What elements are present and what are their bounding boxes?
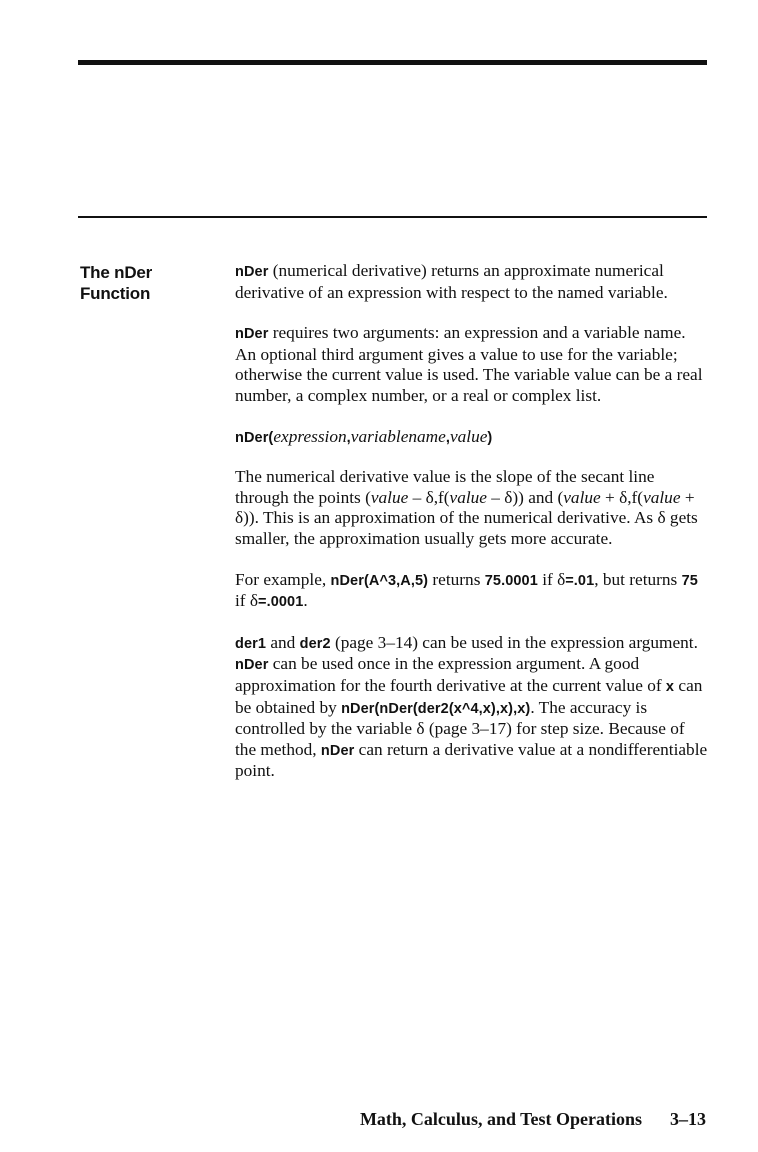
keyword: 75.0001 — [484, 572, 538, 589]
keyword: der1 — [235, 635, 267, 652]
footer-page-number: 3–13 — [670, 1109, 706, 1129]
keyword: nDer — [235, 264, 269, 280]
text: can be obtained by — [235, 675, 703, 717]
page-footer — [0, 1108, 706, 1130]
syntax-open: nDer( — [235, 429, 274, 446]
text: if δ — [235, 591, 259, 611]
syntax-close: ) — [487, 429, 493, 446]
keyword: nDer — [235, 657, 269, 674]
section-heading — [80, 262, 220, 304]
section-heading-line2: Function — [80, 284, 151, 303]
text: – δ,f( — [408, 487, 450, 507]
syntax-arg-variablename: variablename — [350, 426, 446, 446]
keyword: 75 — [681, 572, 698, 589]
text: The numerical derivative value is the slope of the secant line through the points ( — [235, 467, 655, 507]
paragraph-arguments — [235, 323, 710, 406]
var-value: value — [563, 487, 601, 507]
text: returns — [428, 569, 485, 589]
text: , but returns — [594, 569, 682, 589]
paragraph-example — [235, 570, 710, 613]
var-value: value — [449, 487, 487, 507]
text: if δ — [537, 569, 566, 589]
syntax-comma: , — [346, 429, 351, 446]
text: . — [303, 591, 308, 611]
paragraph-der1-der2 — [235, 633, 710, 782]
syntax-arg-value: value — [449, 426, 488, 446]
section-rule — [78, 216, 707, 218]
text: requires two arguments: an expression and a variable name. An optional third argument gives a value to use for the variable; otherwise the current value is used. The variable value can be a real number, a complex number, or a real or complex list. — [235, 323, 703, 405]
text: (page 3–14) can be used in the expression argument. — [330, 632, 698, 652]
keyword: =.0001 — [258, 594, 304, 611]
paragraph-secant — [235, 467, 710, 549]
text: (numerical derivative) returns an approximate numerical derivative of an expression with respect to the named variable. — [235, 261, 668, 302]
text: + δ,f( — [600, 487, 644, 507]
keyword: =.01 — [565, 572, 595, 589]
keyword: der2 — [299, 635, 331, 652]
var-value: value — [370, 487, 409, 507]
text: can return a derivative value at a nondifferentiable point. — [235, 739, 708, 781]
keyword: nDer — [235, 326, 269, 343]
text: – δ)) and ( — [486, 487, 564, 507]
keyword: nDer — [320, 742, 355, 759]
section-heading-line1: The nDer — [80, 263, 153, 282]
keyword: nDer(nDer(der2(x^4,x),x),x) — [341, 700, 531, 717]
paragraph-intro — [235, 261, 710, 303]
syntax-line — [235, 427, 710, 449]
top-rule-thick — [78, 60, 707, 65]
text: For example, — [235, 569, 331, 589]
syntax-arg-expression: expression — [273, 426, 347, 446]
text: . The accuracy is controlled by the variable δ (page 3–17) for step size. Because of the method, — [235, 697, 685, 759]
keyword: x — [665, 678, 675, 695]
syntax-comma: , — [445, 429, 450, 446]
footer-chapter-title: Math, Calculus, and Test Operations — [359, 1109, 642, 1129]
text: + δ)). This is an approximation of the numerical derivative. As δ gets smaller, the approximation usually gets more accurate. — [235, 487, 698, 548]
var-value: value — [643, 487, 681, 507]
text: can be used once in the expression argument. A good approximation for the fourth derivative at the current value of — [235, 654, 666, 695]
keyword: nDer(A^3,A,5) — [330, 572, 429, 589]
text: and — [266, 632, 300, 652]
section-body — [235, 261, 710, 802]
